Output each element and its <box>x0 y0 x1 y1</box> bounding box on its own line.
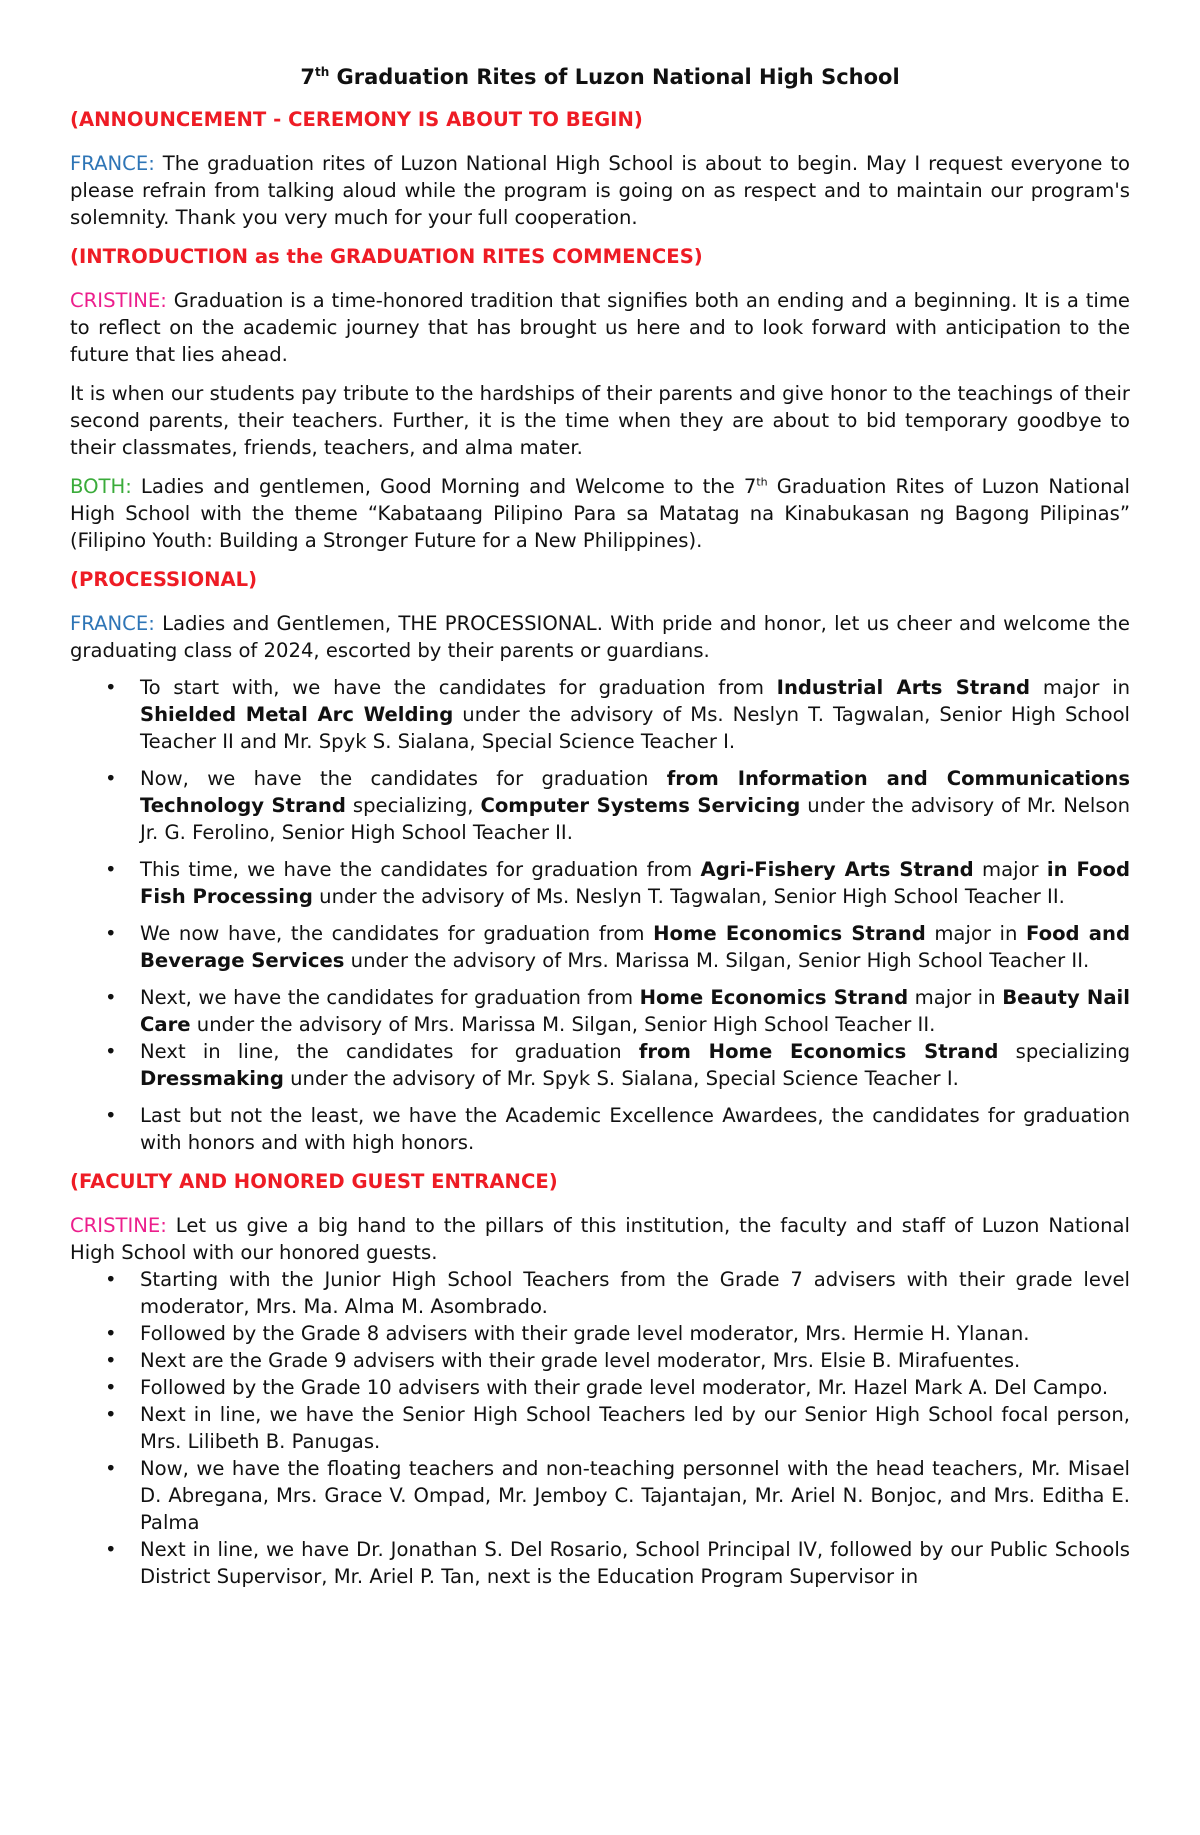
list-item: • Followed by the Grade 8 advisers with their grade level moderator, Mrs. Hermie H. Ylanan. <box>105 1322 1030 1345</box>
list-item: • Starting with the Junior High School Teachers from the Grade 7 advisers with their grade level moderator, Mrs. Ma. Alma M. Asombrado. <box>105 1268 1130 1318</box>
speaker-both: BOTH: <box>70 475 132 498</box>
list-item: • Next, we have the candidates for graduation from Home Economics Strand major in Beauty Nail Care under the advisory of Mrs. Marissa M. Silgan, Senior High School Teacher II. <box>105 986 1130 1036</box>
bullet-icon: • <box>105 1349 117 1372</box>
list-item: • This time, we have the candidates for graduation from Agri-Fishery Arts Strand major in Food Fish Processing under the advisory of Ms. Neslyn T. Tagwalan, Senior High School Teacher II. <box>105 858 1130 908</box>
paragraph-welcome <box>70 473 1130 554</box>
bullet-icon: • <box>105 1538 117 1561</box>
bullet-icon: • <box>105 1040 117 1063</box>
list-item: • We now have, the candidates for graduation from Home Economics Strand major in Food and Beverage Services under the advisory of Mrs. Marissa M. Silgan, Senior High School Teacher II. <box>105 922 1131 972</box>
list-item: • Next in line, we have Dr. Jonathan S. Del Rosario, School Principal IV, followed by our Public Schools District Supervisor, Mr. Ariel P. Tan, next is the Education Program Supervisor in <box>105 1538 1130 1588</box>
paragraph-introduction-2: It is when our students pay tribute to the hardships of their parents and give honor to the teachings of their second parents, their teachers. Further, it is the time when they are about to bid temporary goodbye to their classmates, friends, teachers, and alma mater. <box>70 382 1130 459</box>
document-title <box>70 62 1130 92</box>
list-item: • Now, we have the floating teachers and non-teaching personnel with the head teachers, Mr. Misael D. Abregana, Mrs. Grace V. Ompad, Mr. Jemboy C. Tajantajan, Mr. Ariel N. Bonjoc, and Mrs. Editha E. Palma <box>105 1457 1130 1534</box>
section-processional: (PROCESSIONAL) <box>70 568 258 591</box>
bullet-icon: • <box>105 1457 117 1480</box>
paragraph-text: Ladies and gentlemen, Good Morning and Welcome to the 7 <box>131 475 757 498</box>
title-ordinal: th <box>314 65 330 79</box>
bullet-icon: • <box>105 1322 117 1345</box>
list-item: • Followed by the Grade 10 advisers with their grade level moderator, Mr. Hazel Mark A. Del Campo. <box>105 1376 1109 1399</box>
paragraph-processional <box>70 610 1130 664</box>
bullet-icon: • <box>105 1376 117 1399</box>
title-text: Graduation Rites of Luzon National High School <box>329 65 900 89</box>
speaker-cristine: CRISTINE: <box>70 1214 167 1237</box>
paragraph-text: The graduation rites of Luzon National High School is about to begin. May I request everyone to please refrain from talking aloud while the program is going on as respect and to maintain our program's solemnity. Thank you very much for your full cooperation. <box>70 152 1130 229</box>
list-item: • Next are the Grade 9 advisers with their grade level moderator, Mrs. Elsie B. Mirafuentes. <box>105 1349 1021 1372</box>
bullet-icon: • <box>105 858 117 881</box>
bullet-icon: • <box>105 767 117 790</box>
paragraph-text: Graduation Rites of Luzon National High School with the theme “Kabataang Pilipino Para sa Matatag na Kinabukasan ng Bagong Pilipinas” (Filipino Youth: Building a Stronger Future for a New Philippines). <box>70 475 1130 552</box>
bullet-icon: • <box>105 1104 117 1127</box>
list-item: • Now, we have the candidates for graduation from Information and Communications Technology Strand specializing, Computer Systems Servicing under the advisory of Mr. Nelson Jr. G. Ferolino, Senior High School Teacher II. <box>105 767 1130 844</box>
ordinal-suffix: th <box>756 475 768 489</box>
paragraph-text: Ladies and Gentlemen, THE PROCESSIONAL. With pride and honor, let us cheer and welcome the graduating class of 2024, escorted by their parents or guardians. <box>70 612 1130 662</box>
speaker-france: FRANCE: <box>70 152 155 175</box>
list-item: • Next in line, the candidates for graduation from Home Economics Strand specializing Dressmaking under the advisory of Mr. Spyk S. Sialana, Special Science Teacher I. <box>105 1040 1131 1090</box>
bullet-icon: • <box>105 922 117 945</box>
bullet-icon: • <box>105 1268 117 1291</box>
paragraph-faculty <box>70 1212 1130 1266</box>
section-faculty-entrance: (FACULTY AND HONORED GUEST ENTRANCE) <box>70 1170 558 1193</box>
paragraph-text: Let us give a big hand to the pillars of this institution, the faculty and staff of Luzon National High School with our honored guests. <box>70 1214 1130 1264</box>
list-item: • Last but not the least, we have the Academic Excellence Awardees, the candidates for graduation with honors and with high honors. <box>105 1104 1130 1154</box>
paragraph-text: Graduation is a time-honored tradition that signifies both an ending and a beginning. It is a time to reflect on the academic journey that has brought us here and to look forward with anticipation to the future that lies ahead. <box>70 289 1130 366</box>
title-number: 7 <box>300 65 315 89</box>
section-introduction: (INTRODUCTION as the GRADUATION RITES COMMENCES) <box>70 245 703 268</box>
list-item: • Next in line, we have the Senior High School Teachers led by our Senior High School focal person, Mrs. Lilibeth B. Panugas. <box>105 1403 1130 1453</box>
bullet-icon: • <box>105 676 117 699</box>
paragraph-announcement <box>70 150 1130 231</box>
paragraph-introduction-1 <box>70 287 1130 368</box>
faculty-list <box>70 1266 1130 1590</box>
section-announcement: (ANNOUNCEMENT - CEREMONY IS ABOUT TO BEGIN) <box>70 108 643 131</box>
bullet-icon: • <box>105 986 117 1009</box>
processional-list <box>70 674 1130 1156</box>
speaker-cristine: CRISTINE: <box>70 289 167 312</box>
speaker-france: FRANCE: <box>70 612 155 635</box>
bullet-icon: • <box>105 1403 117 1426</box>
list-item: • To start with, we have the candidates for graduation from Industrial Arts Strand major in Shielded Metal Arc Welding under the advisory of Ms. Neslyn T. Tagwalan, Senior High School Teacher II and Mr. Spyk S. Sialana, Special Science Teacher I. <box>105 676 1130 753</box>
